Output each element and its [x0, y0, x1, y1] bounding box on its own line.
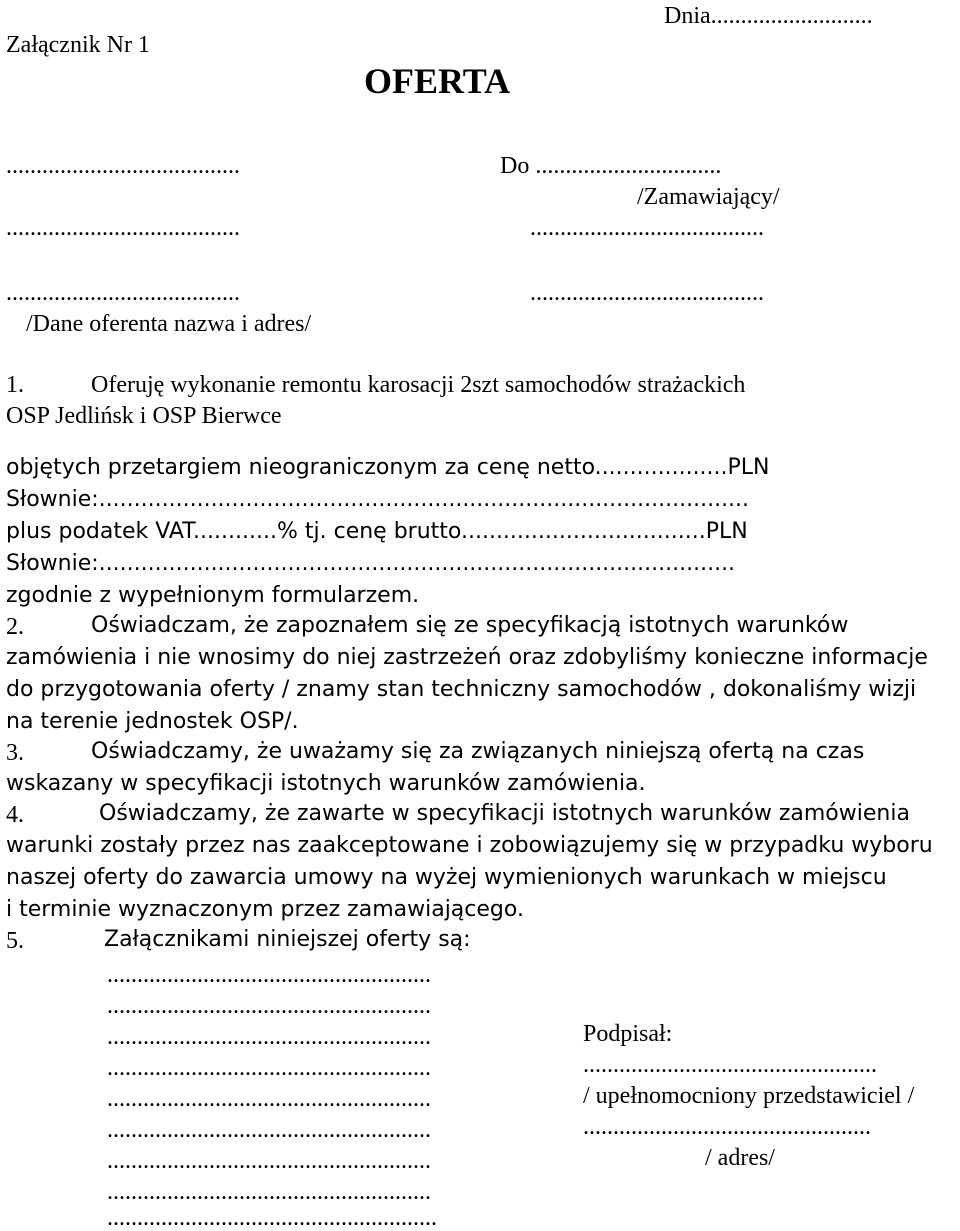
item-2-line-1: Oświadczam, że zapoznałem się ze specyfikacją istotnych warunków [91, 613, 849, 638]
attachment-dots-8: ...................................................... [107, 1179, 431, 1205]
oferent-caption: /Dane oferenta nazwa i adres/ [26, 311, 312, 337]
item-1-text-a: Oferuję wykonanie remontu karosacji 2szt samochodów strażackich [91, 372, 746, 398]
attachment-dots-2: ...................................................... [107, 993, 431, 1019]
attachment-dots-6: ...................................................... [107, 1117, 431, 1143]
item-2-line-3: do przygotowania oferty / znamy stan techniczny samochodów , dokonaliśmy wizji [6, 677, 917, 702]
item-4-line-4: i terminie wyznaczonym przez zamawiającego. [6, 897, 524, 922]
item-2-number: 2. [6, 614, 24, 640]
item-5-text: Załącznikami niniejszej oferty są: [104, 927, 471, 952]
oferent-line-2: ....................................... [6, 215, 240, 241]
item-2-line-4: na terenie jednostek OSP/. [6, 709, 299, 734]
price-netto-line: objętych przetargiem nieograniczonym za cenę netto...................PLN [6, 455, 770, 480]
attachment-dots-1: ...................................................... [107, 962, 431, 988]
item-3-line-2: wskazany w specyfikacji istotnych warunków zamówienia. [6, 771, 646, 796]
slownie-line-2: Słownie:........................................................................................... [6, 551, 736, 576]
date-line: Dnia........................... [664, 3, 873, 29]
address-caption: / adres/ [705, 1145, 775, 1171]
zgodnie-line: zgodnie z wypełnionym formularzem. [6, 583, 420, 608]
attachment-dots-7: ...................................................... [107, 1148, 431, 1174]
vat-brutto-line: plus podatek VAT............% tj. cenę brutto...................................PLN [6, 519, 748, 544]
slownie-line-1: Słownie:............................................................................................. [6, 487, 750, 512]
zamawiajacy-line-3: ....................................... [530, 280, 764, 306]
representative-caption: / upełnomocniony przedstawiciel / [583, 1083, 915, 1109]
item-4-number: 4. [6, 802, 24, 828]
item-5-number: 5. [6, 928, 24, 954]
attachment-label: Załącznik Nr 1 [6, 32, 150, 58]
item-3-number: 3. [6, 740, 24, 766]
signature-dots-1: ................................................. [583, 1052, 877, 1078]
zamawiajacy-line-2: ....................................... [530, 215, 764, 241]
signed-label: Podpisał: [583, 1021, 673, 1047]
item-1-number: 1. [6, 372, 24, 398]
item-1-text-b: OSP Jedlińsk i OSP Bierwce [6, 403, 282, 429]
page-title: OFERTA [364, 61, 511, 101]
attachment-dots-9: ....................................................... [107, 1205, 437, 1231]
zamawiajacy-caption: /Zamawiający/ [637, 184, 780, 210]
item-3-line-1: Oświadczamy, że uważamy się za związanych niniejszą ofertą na czas [91, 739, 865, 764]
signature-dots-2: ................................................ [583, 1114, 871, 1140]
item-4-line-1: Oświadczamy, że zawarte w specyfikacji istotnych warunków zamówienia [99, 801, 910, 826]
do-line: Do ............................... [500, 153, 722, 179]
item-4-line-3: naszej oferty do zawarcia umowy na wyżej wymienionych warunkach w miejscu [6, 865, 887, 890]
item-4-line-2: warunki zostały przez nas zaakceptowane i zobowiązujemy się w przypadku wyboru [6, 833, 933, 858]
oferent-line-3: ....................................... [6, 280, 240, 306]
attachment-dots-4: ...................................................... [107, 1055, 431, 1081]
attachment-dots-5: ...................................................... [107, 1086, 431, 1112]
oferent-line-1: ....................................... [6, 153, 240, 179]
item-2-line-2: zamówienia i nie wnosimy do niej zastrzeżeń oraz zdobyliśmy konieczne informacje [6, 645, 928, 670]
attachment-dots-3: ...................................................... [107, 1024, 431, 1050]
